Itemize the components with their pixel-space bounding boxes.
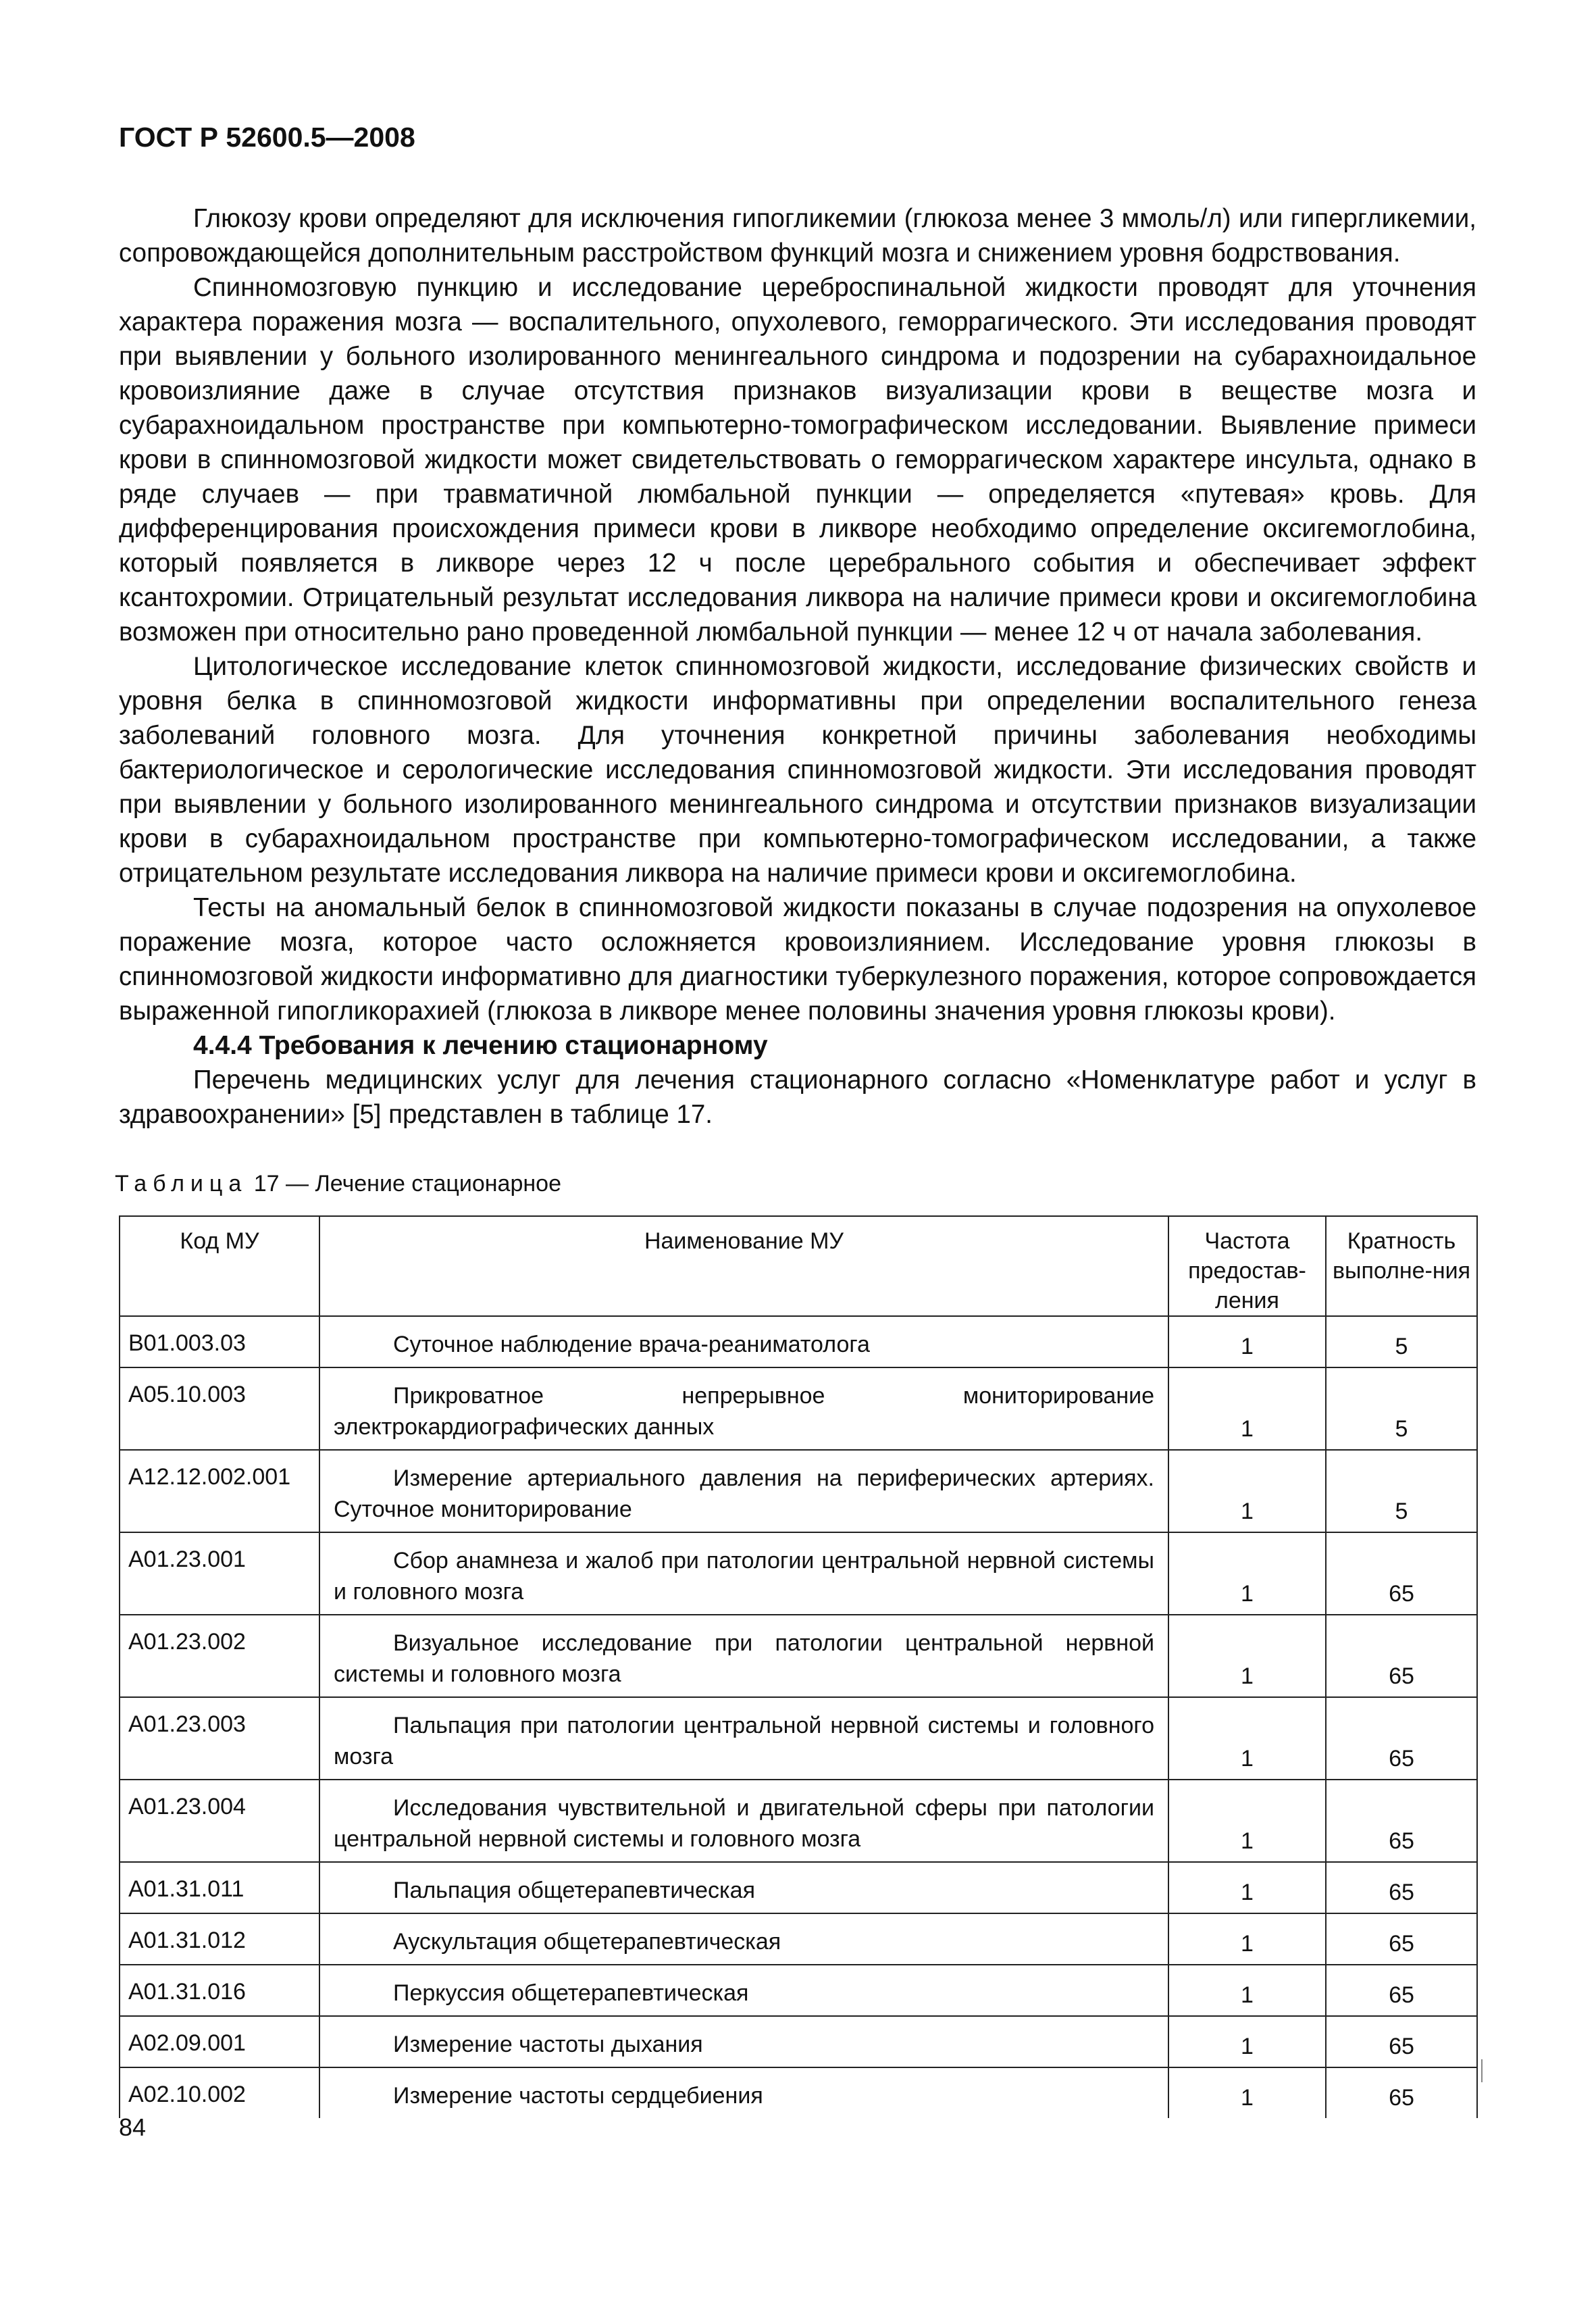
table-caption-label: Таблица [115,1171,248,1197]
services-table [119,1215,1478,2118]
paragraph: Тесты на аномальный белок в спинномозговой жидкости показаны в случае подозрения на опухолевое поражение мозга, которое часто осложняется кровоизлиянием. Исследование уровня глюкозы в спинномозговой жидкости информативно для диагностики туберкулезного поражения, которое сопровождается выраженной гипогликорахией (глюкоза в ликворе менее половины значения уровня глюкозы крови). [119,893,1476,1026]
cell-multiplicity: 65 [1326,1615,1477,1697]
cell-frequency: 1 [1168,1913,1326,1965]
cell-name [319,1615,1168,1697]
cell-code: A01.23.002 [120,1615,319,1697]
cell-code: A02.10.002 [120,2067,319,2118]
page-number: 84 [119,2113,147,2141]
section-intro: Перечень медицинских услуг для лечения стационарного согласно «Номенклатуре работ и услуг в здравоохранении» [5] представлен в таблице 17. [119,1065,1476,1129]
cell-name-text: Измерение частоты сердцебиения [393,2083,763,2109]
cell-name [319,1450,1168,1532]
header-frequency: Частота предостав-ления [1168,1216,1326,1316]
cell-frequency: 1 [1168,1316,1326,1367]
section-heading: 4.4.4 Требования к лечению стационарному [193,1031,768,1060]
cell-frequency: 1 [1168,1450,1326,1532]
cell-name [319,1316,1168,1367]
cell-multiplicity: 65 [1326,1532,1477,1615]
cell-multiplicity: 65 [1326,2016,1477,2067]
cell-name [319,1780,1168,1862]
cell-name-text: Измерение артериального давления на периферических артериях. Суточное мониторирование [334,1465,1154,1522]
cell-frequency: 1 [1168,1965,1326,2016]
cell-multiplicity: 65 [1326,1780,1477,1862]
header-code: Код МУ [120,1216,319,1316]
cell-name-text: Сбор анамнеза и жалоб при патологии центральной нервной системы и головного мозга [334,1548,1154,1605]
cell-code: A01.31.016 [120,1965,319,2016]
cell-name-text: Пальпация общетерапевтическая [393,1878,755,1903]
table-row [120,1532,1477,1615]
cell-name [319,1532,1168,1615]
cell-frequency: 1 [1168,2067,1326,2118]
table-row [120,1316,1477,1367]
body-text [119,201,1476,1132]
cell-name [319,1965,1168,2016]
table-row [120,2016,1477,2067]
table-body [120,1316,1477,2118]
table-row [120,2067,1477,2118]
cell-multiplicity: 65 [1326,1697,1477,1780]
header-name: Наименование МУ [319,1216,1168,1316]
header-multiplicity: Кратность выполне-ния [1326,1216,1477,1316]
cell-multiplicity: 5 [1326,1450,1477,1532]
cell-code: A02.09.001 [120,2016,319,2067]
cell-name-text: Аускультация общетерапевтическая [393,1929,781,1955]
cell-frequency: 1 [1168,1532,1326,1615]
edge-mark [1481,2059,1483,2082]
table-row [120,1697,1477,1780]
cell-code: A01.31.011 [120,1862,319,1913]
cell-multiplicity: 65 [1326,2067,1477,2118]
cell-frequency: 1 [1168,1697,1326,1780]
cell-code: A01.23.001 [120,1532,319,1615]
cell-name-text: Исследования чувствительной и двигательной сферы при патологии центральной нервной системы и головного мозга [334,1795,1154,1852]
cell-frequency: 1 [1168,1780,1326,1862]
cell-multiplicity: 65 [1326,1913,1477,1965]
paragraph: Цитологическое исследование клеток спинномозговой жидкости, исследование физических свойств и уровня белка в спинномозговой жидкости информативны при определении воспалительного генеза заболеваний головного мозга. Для уточнения конкретной причины заболевания необходимы бактериологическое и серологические исследования спинномозговой жидкости. Эти исследования проводят при выявлении у больного изолированного менингеального синдрома и отсутствии признаков визуализации крови в субарахноидальном пространстве при компьютерно-томографическом исследовании, а также отрицательном результате исследования ликвора на наличие примеси крови и оксигемоглобина. [119,652,1476,888]
cell-code: B01.003.03 [120,1316,319,1367]
cell-name [319,1697,1168,1780]
cell-frequency: 1 [1168,2016,1326,2067]
table-header-row [120,1216,1477,1316]
cell-frequency: 1 [1168,1615,1326,1697]
cell-name-text: Измерение частоты дыхания [393,2032,703,2057]
table-row [120,1913,1477,1965]
cell-name-text: Прикроватное непрерывное мониторирование электрокардиографических данных [334,1383,1154,1440]
table-caption [115,1171,561,1197]
table-row [120,1450,1477,1532]
paragraph: Спинномозговую пункцию и исследование цереброспинальной жидкости проводят для уточнения характера поражения мозга — воспалительного, опухолевого, геморрагического. Эти исследования проводят при выявлении у больного изолированного менингеального синдрома и подозрении на субарахноидальное кровоизлияние даже в случае отсутствия признаков визуализации крови в веществе мозга и субарахноидальном пространстве при компьютерно-томографическом исследовании. Выявление примеси крови в спинномозговой жидкости может свидетельствовать о геморрагическом характере инсульта, однако в ряде случаев — при травматичной люмбальной пункции — определяется «путевая» кровь. Для дифференцирования происхождения примеси крови в ликворе необходимо определение оксигемоглобина, который появляется в ликворе через 12 ч после церебрального события и обеспечивает эффект ксантохромии. Отрицательный результат исследования ликвора на наличие примеси крови и оксигемоглобина возможен при относительно рано проведенной люмбальной пункции — менее 12 ч от начала заболевания. [119,273,1476,647]
cell-name-text: Пальпация при патологии центральной нервной системы и головного мозга [334,1713,1154,1769]
cell-multiplicity: 5 [1326,1316,1477,1367]
cell-multiplicity: 65 [1326,1965,1477,2016]
cell-name [319,2016,1168,2067]
table-row [120,1862,1477,1913]
cell-multiplicity: 65 [1326,1862,1477,1913]
cell-frequency: 1 [1168,1862,1326,1913]
table-row [120,1367,1477,1450]
cell-multiplicity: 5 [1326,1367,1477,1450]
cell-name-text: Суточное наблюдение врача-реаниматолога [393,1332,870,1357]
table-row [120,1965,1477,2016]
table-row [120,1615,1477,1697]
cell-code: A12.12.002.001 [120,1450,319,1532]
cell-name [319,1367,1168,1450]
table-caption-title: 17 — Лечение стационарное [247,1171,561,1197]
cell-code: A01.23.003 [120,1697,319,1780]
cell-code: A05.10.003 [120,1367,319,1450]
cell-name [319,2067,1168,2118]
paragraph: Глюкозу крови определяют для исключения гипогликемии (глюкоза менее 3 ммоль/л) или гипергликемии, сопровождающейся дополнительным расстройством функций мозга и снижением уровня бодрствования. [119,204,1476,268]
cell-code: A01.23.004 [120,1780,319,1862]
cell-name-text: Перкуссия общетерапевтическая [393,1980,749,2006]
cell-name [319,1913,1168,1965]
document-header: ГОСТ Р 52600.5—2008 [119,122,415,153]
table-row [120,1780,1477,1862]
cell-frequency: 1 [1168,1367,1326,1450]
cell-name [319,1862,1168,1913]
cell-code: A01.31.012 [120,1913,319,1965]
cell-name-text: Визуальное исследование при патологии центральной нервной системы и головного мозга [334,1630,1154,1687]
